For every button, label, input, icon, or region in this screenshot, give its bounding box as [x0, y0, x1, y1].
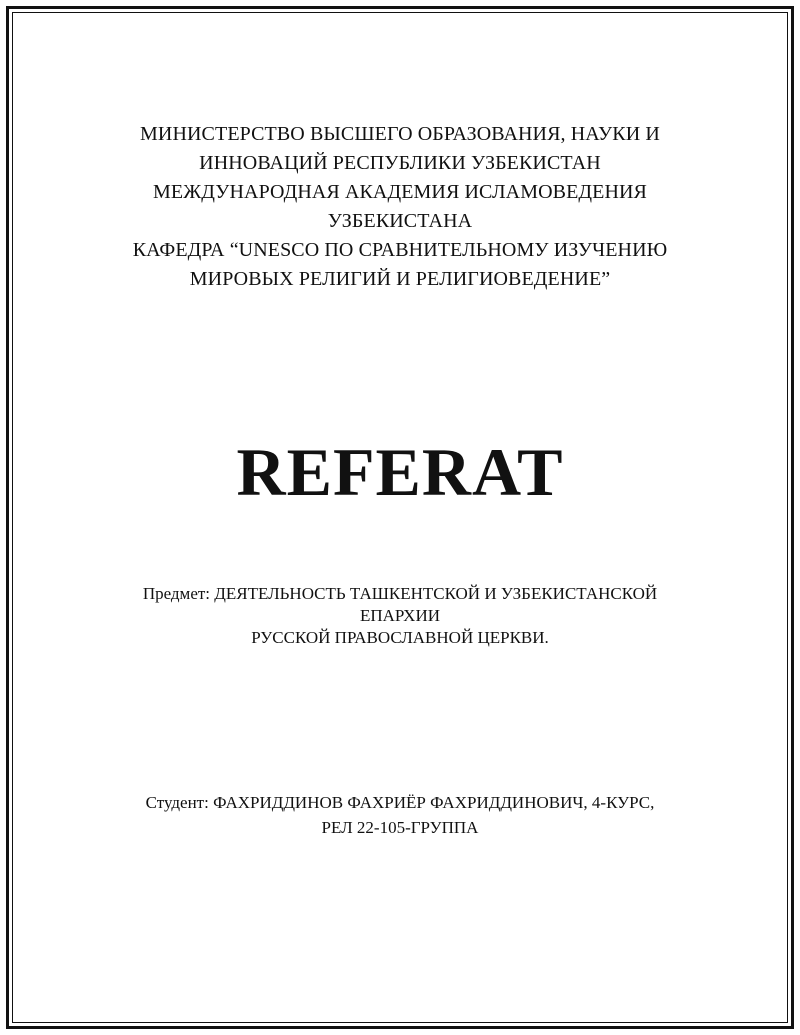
header-line: УЗБЕКИСТАНА: [327, 210, 473, 232]
header-line: МИНИСТЕРСТВО ВЫСШЕГО ОБРАЗОВАНИЯ, НАУКИ И: [140, 123, 660, 145]
subject-line: ЕПАРХИИ: [359, 606, 441, 625]
header-line: МЕЖДУНАРОДНАЯ АКАДЕМИЯ ИСЛАМОВЕДЕНИЯ: [153, 181, 647, 203]
subject-line: РУССКОЙ ПРАВОСЛАВНОЙ ЦЕРКВИ.: [251, 628, 549, 647]
document-title: REFERAT: [236, 434, 564, 510]
student-line: РЕЛ 22-105-ГРУППА: [321, 818, 479, 837]
header-line: КАФЕДРА “UNESCO ПО СРАВНИТЕЛЬНОМУ ИЗУЧЕНИЮ: [132, 239, 668, 261]
header-line: ИННОВАЦИЙ РЕСПУБЛИКИ УЗБЕКИСТАН: [199, 152, 601, 174]
student-line: Студент: ФАХРИДДИНОВ ФАХРИЁР ФАХРИДДИНОВИЧ, 4-КУРС,: [145, 793, 655, 812]
institution-header: [0, 120, 800, 294]
subject-line: Предмет: ДЕЯТЕЛЬНОСТЬ ТАШКЕНТСКОЙ И УЗБЕКИСТАНСКОЙ: [142, 584, 658, 603]
header-line: МИРОВЫХ РЕЛИГИЙ И РЕЛИГИОВЕДЕНИЕ”: [189, 268, 611, 290]
subject-block: [0, 583, 800, 649]
student-block: [0, 790, 800, 840]
